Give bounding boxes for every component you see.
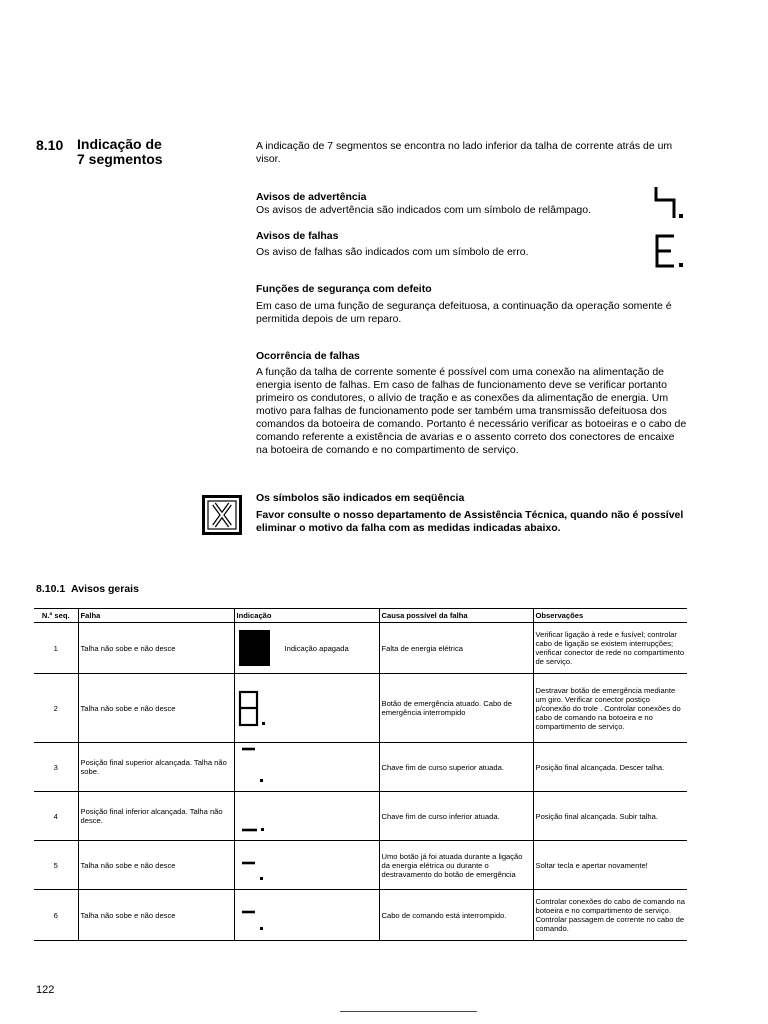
cell-seq: 5 xyxy=(34,841,78,890)
table-row xyxy=(34,841,687,890)
table-row xyxy=(34,623,687,674)
cell-indicacao xyxy=(234,623,379,674)
cell-indicacao xyxy=(234,792,379,841)
cell-falha: Talha não sobe e não desce xyxy=(78,890,234,941)
occurrence-heading: Ocorrência de falhas xyxy=(256,350,360,362)
segment-middle-bar-icon xyxy=(238,893,272,937)
lightning-segment-icon xyxy=(652,185,686,221)
general-warnings-table xyxy=(34,608,687,941)
cell-seq: 6 xyxy=(34,890,78,941)
footer-link-line xyxy=(340,1011,477,1012)
safety-heading: Funções de segurança com defeito xyxy=(256,283,432,295)
notice-text: Favor consulte o nosso departamento de Assistência Técnica, quando não é possível eliminar o motivo da falha com as medidas indicadas abaixo. xyxy=(256,509,684,534)
cell-indicacao xyxy=(234,743,379,792)
segment-top-bar-icon xyxy=(238,746,272,788)
section-number: 8.10 xyxy=(36,137,64,153)
page-number: 122 xyxy=(36,984,55,996)
header-seq: N.º seq. xyxy=(34,609,78,623)
faults-heading: Avisos de falhas xyxy=(256,230,339,242)
cell-indicacao xyxy=(234,674,379,743)
cell-observacoes: Verificar ligação à rede e fusível; controlar cabo de ligação se existem interrupções; verificar conector de rede no compartimento de serviço. xyxy=(533,623,687,674)
cell-indicacao-label: Indicação apagada xyxy=(284,644,349,653)
subsection-heading xyxy=(36,583,139,595)
cell-causa: Botão de emergência atuado. Cabo de emergência interrompido xyxy=(379,674,533,743)
cell-observacoes: Destravar botão de emergência mediante um giro. Verificar conector postiço p/conexão do trole . Controlar conexões do cabo de comando na botoeira e no compartimento de serviço. xyxy=(533,674,687,743)
cell-causa: Umo botão já foi atuada durante a ligação da energia elétrica ou durante o destravamento do botão de emergência xyxy=(379,841,533,890)
cell-indicacao xyxy=(234,890,379,941)
cell-causa: Falta de energia elétrica xyxy=(379,623,533,674)
cell-seq: 3 xyxy=(34,743,78,792)
section-title-line1: Indicação de xyxy=(77,136,162,152)
cell-falha: Posição final inferior alcançada. Talha não desce. xyxy=(78,792,234,841)
section-title xyxy=(77,137,163,167)
cell-falha: Talha não sobe e não desce xyxy=(78,674,234,743)
faults-text: Os aviso de falhas são indicados com um símbolo de erro. xyxy=(256,246,529,258)
section-intro: A indicação de 7 segmentos se encontra no lado inferior da talha de corrente atrás de um visor. xyxy=(256,140,673,165)
table-row xyxy=(34,890,687,941)
header-indicacao: Indicação xyxy=(234,609,379,623)
table-row xyxy=(34,792,687,841)
table-row xyxy=(34,743,687,792)
cell-seq: 4 xyxy=(34,792,78,841)
error-e-segment-icon xyxy=(652,233,686,271)
cell-seq: 2 xyxy=(34,674,78,743)
subsection-title: Avisos gerais xyxy=(71,583,139,595)
cell-indicacao xyxy=(234,841,379,890)
header-causa: Causa possível da falha xyxy=(379,609,533,623)
x-symbol-icon xyxy=(202,495,242,535)
segment-8-icon xyxy=(238,690,268,730)
cell-observacoes: Posição final alcançada. Descer talha. xyxy=(533,743,687,792)
subsection-number: 8.10.1 xyxy=(36,583,66,595)
section-title-line2: 7 segmentos xyxy=(77,151,163,167)
cell-causa: Cabo de comando está interrompido. xyxy=(379,890,533,941)
cell-observacoes: Soltar tecla e apertar novamente! xyxy=(533,841,687,890)
cell-falha: Talha não sobe e não desce xyxy=(78,623,234,674)
cell-falha: Talha não sobe e não desce xyxy=(78,841,234,890)
cell-observacoes: Controlar conexões do cabo de comando na botoeira e no compartimento de serviço. Controlar passagem de corrente no cabo de comando. xyxy=(533,890,687,941)
cell-causa: Chave fim de curso superior atuada. xyxy=(379,743,533,792)
table-header-row xyxy=(34,609,687,623)
warnings-text: Os avisos de advertência são indicados com um símbolo de relâmpago. xyxy=(256,204,592,216)
header-falha: Falha xyxy=(78,609,234,623)
display-off-block xyxy=(239,630,270,666)
notice-heading: Os símbolos são indicados em seqüência xyxy=(256,492,465,504)
cell-observacoes: Posição final alcançada. Subir talha. xyxy=(533,792,687,841)
cell-causa: Chave fim de curso inferior atuada. xyxy=(379,792,533,841)
segment-middle-bar-icon xyxy=(238,844,272,886)
cell-falha: Posição final superior alcançada. Talha não sobe. xyxy=(78,743,234,792)
safety-text: Em caso de uma função de segurança defeituosa, a continuação da operação somente é permitida depois de um reparo. xyxy=(256,300,672,325)
occurrence-text: A função da talha de corrente somente é possível com uma conexão na alimentação de energia isento de falhas. Em caso de falhas de funcionamento deve se verificar portanto primeiro os condutores, o alívio de tração e as conexões da alimentação de energia. Um motivo para falhas de funcionamento pode ser também uma transmissão defeituosa dos comandos da botoeira de comando. Portanto é necessário verificar as botoeiras e o cabo de comando referente a existência de avarias e o assento correto dos conectores de encaixe na botoeira de comando e no compartimento de serviço. xyxy=(256,366,687,456)
header-observacoes: Observações xyxy=(533,609,687,623)
segment-bottom-bar-icon xyxy=(238,795,272,837)
table-row xyxy=(34,674,687,743)
warnings-heading: Avisos de advertência xyxy=(256,191,367,203)
cell-seq: 1 xyxy=(34,623,78,674)
